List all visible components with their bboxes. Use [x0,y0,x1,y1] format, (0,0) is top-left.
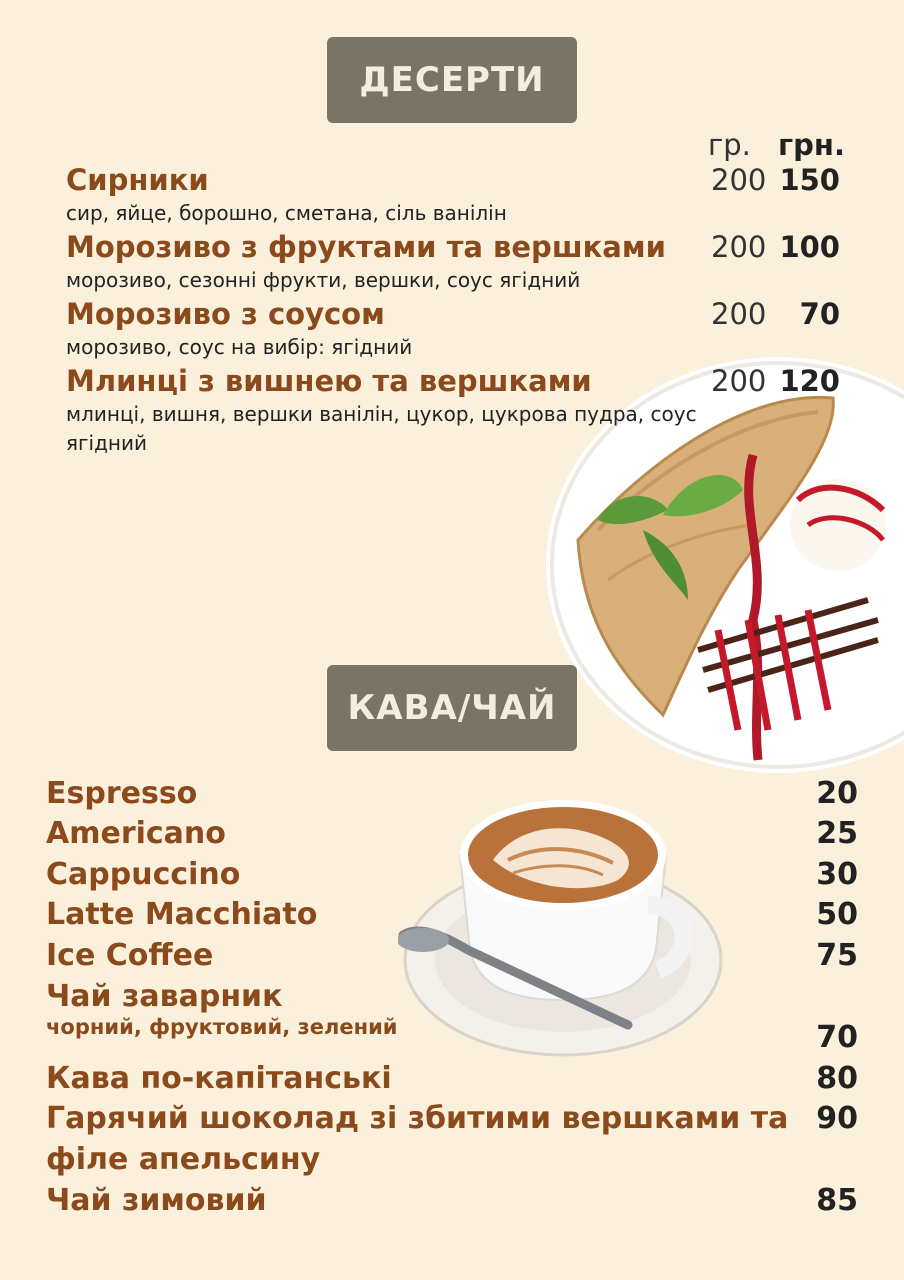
drink-price: 90 [816,1101,858,1136]
dessert-description: млинці, вишня, вершки ванілін, цукор, цукрова пудра, соус ягідний [66,402,697,455]
drink-name: Americano [46,816,226,851]
desserts-section-title: ДЕСЕРТИ [359,60,545,100]
dessert-name: Млинці з вишнею та вершками [66,364,592,398]
drink-price: 30 [816,857,858,892]
dessert-name: Морозиво з соусом [66,297,385,331]
dessert-name: Сирники [66,163,209,197]
drink-price: 70 [816,1020,858,1055]
cappuccino-cup-photo [398,785,728,1065]
coffee-tea-section-title: КАВА/ЧАЙ [347,688,557,728]
dessert-description: морозиво, сезонні фрукти, вершки, соус ягідний [66,268,581,292]
dessert-price: 120 [779,364,840,398]
drink-name: Espresso [46,776,198,811]
drink-name-continued: філе апельсину [46,1142,321,1177]
drink-name: Чай зимовий [46,1183,267,1218]
drink-name: Latte Macchiato [46,897,318,932]
drink-name: Cappuccino [46,857,241,892]
dessert-name: Морозиво з фруктами та вершками [66,230,666,264]
drink-price: 80 [816,1061,858,1096]
drink-name: Ice Coffee [46,938,214,973]
dessert-price: 100 [779,230,840,264]
drink-price: 85 [816,1183,858,1218]
dessert-description: морозиво, соус на вибір: ягідний [66,335,413,359]
drink-price: 25 [816,816,858,851]
drink-price: 20 [816,776,858,811]
drink-name: Кава по-капітанські [46,1061,392,1096]
drink-name: Чай заварник [46,979,283,1014]
dessert-description: сир, яйце, борошно, сметана, сіль ванілін [66,201,507,225]
dessert-price: 70 [799,297,840,331]
drink-description: чорний, фруктовий, зелений [46,1015,398,1039]
drink-price: 50 [816,897,858,932]
drink-price: 75 [816,938,858,973]
dessert-grams: 200 [711,297,767,331]
desserts-section-header [327,37,577,123]
price-column-header: грн. [778,128,845,162]
dessert-price: 150 [779,163,840,197]
grams-column-header: гр. [708,128,751,162]
dessert-grams: 200 [711,230,767,264]
coffee-tea-section-header [327,665,577,751]
drink-name: Гарячий шоколад зі збитими вершками та [46,1101,789,1136]
dessert-grams: 200 [711,364,767,398]
dessert-grams: 200 [711,163,767,197]
